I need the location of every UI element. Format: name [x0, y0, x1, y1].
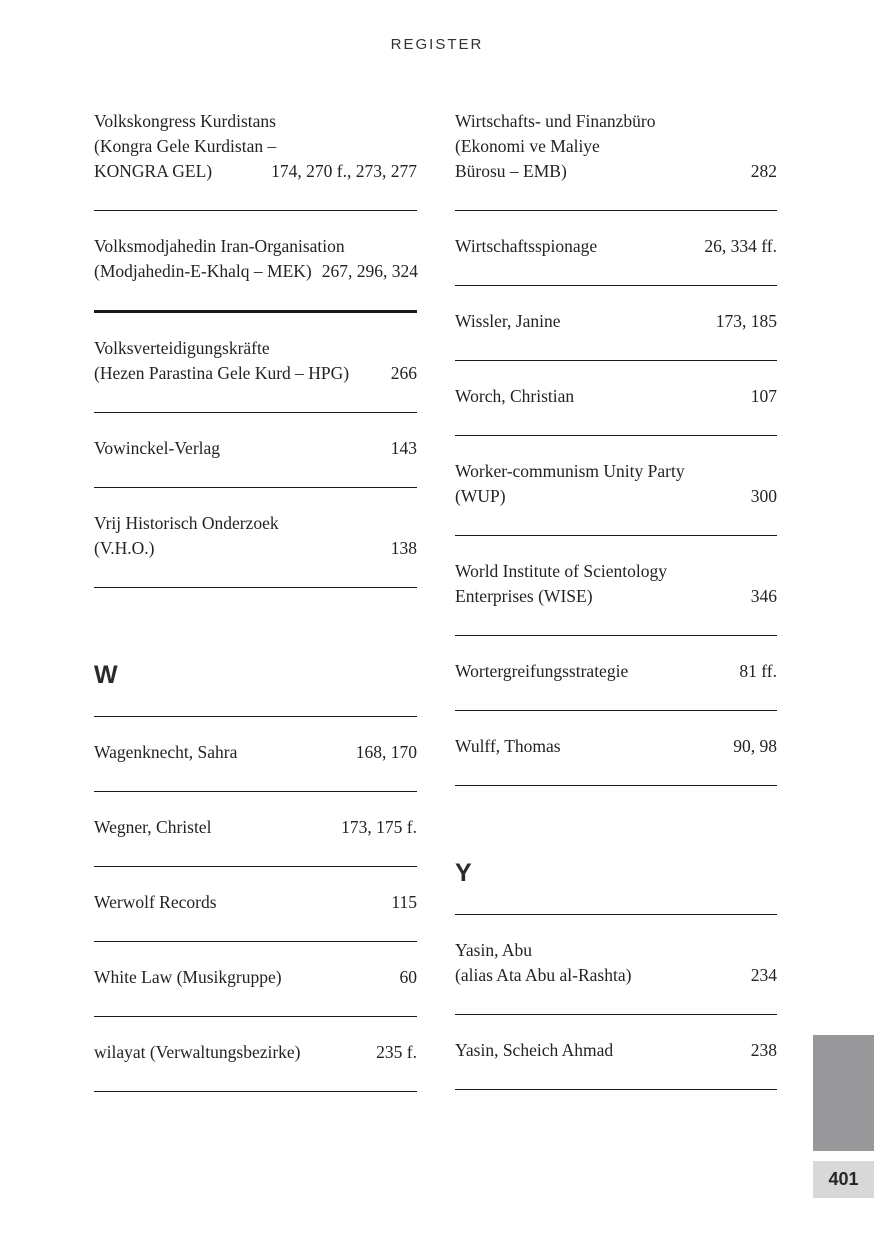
entry-pages: 235 f. — [376, 1042, 417, 1062]
entry-last-line — [455, 159, 777, 184]
index-entry — [94, 436, 417, 461]
entry-last-line — [455, 384, 777, 409]
entry-last-line — [94, 1040, 417, 1065]
entry-pages: 115 — [391, 892, 417, 912]
entry-term: Werwolf Records — [94, 892, 217, 912]
index-entry — [94, 740, 417, 765]
index-entry — [94, 1040, 417, 1065]
entry-term: White Law (Musikgruppe) — [94, 967, 282, 987]
entry-separator — [455, 785, 777, 786]
entry-pages: 60 — [399, 967, 417, 987]
entry-term: Vowinckel-Verlag — [94, 438, 221, 458]
entry-term: Wulff, Thomas — [455, 736, 561, 756]
thumb-index-tab — [813, 1035, 874, 1151]
entry-line: Worker-communism Unity Party — [455, 461, 685, 481]
entry-last-line — [94, 259, 417, 284]
entry-term: (Modjahedin-E-Khalq – MEK) — [94, 261, 312, 281]
entry-last-line — [455, 309, 777, 334]
entry-last-line — [94, 890, 417, 915]
index-entry — [94, 965, 417, 990]
entry-separator — [94, 866, 417, 867]
entry-separator — [94, 791, 417, 792]
index-entry — [94, 336, 417, 386]
entry-separator — [94, 412, 417, 413]
entry-separator — [94, 487, 417, 488]
entry-last-line — [94, 159, 417, 184]
entry-line: (Kongra Gele Kurdistan – — [94, 136, 277, 156]
entry-line: Volksverteidigungskräfte — [94, 338, 270, 358]
entry-term: (V.H.O.) — [94, 538, 155, 558]
entry-term: Yasin, Scheich Ahmad — [455, 1040, 614, 1060]
entry-pages: 267, 296, 324 — [321, 261, 418, 281]
entry-term: wilayat (Verwaltungsbezirke) — [94, 1042, 301, 1062]
entry-pages: 90, 98 — [733, 736, 777, 756]
entry-term: Bürosu – EMB) — [455, 161, 567, 181]
entry-term: Wirtschaftsspionage — [455, 236, 598, 256]
index-entry — [455, 734, 777, 759]
entry-last-line — [455, 234, 777, 259]
entry-last-line — [94, 965, 417, 990]
entry-last-line — [455, 1038, 777, 1063]
heading-separator — [455, 914, 777, 915]
index-entry — [455, 559, 777, 609]
entry-pages: 138 — [390, 538, 417, 558]
entry-separator — [94, 210, 417, 211]
index-entry — [94, 511, 417, 561]
page-title: REGISTER — [390, 36, 484, 53]
entry-pages: 300 — [750, 486, 777, 506]
index-column-right — [455, 109, 777, 1113]
entry-separator — [94, 310, 417, 313]
entry-separator — [455, 710, 777, 711]
heading-separator — [94, 716, 417, 717]
page-number: 401 — [828, 1169, 859, 1189]
entry-separator — [455, 210, 777, 211]
entry-pages: 168, 170 — [355, 742, 417, 762]
entry-line: (Ekonomi ve Maliye — [455, 136, 600, 156]
entry-last-line — [455, 659, 777, 684]
entry-separator — [94, 941, 417, 942]
index-entry — [94, 234, 417, 284]
index-entry — [455, 459, 777, 509]
section-heading: W — [94, 661, 118, 689]
entry-last-line — [94, 815, 417, 840]
index-entry — [455, 659, 777, 684]
entry-separator — [455, 535, 777, 536]
entry-pages: 26, 334 ff. — [704, 236, 777, 256]
index-entry — [455, 1038, 777, 1063]
entry-separator — [455, 1014, 777, 1015]
entry-term: Wissler, Janine — [455, 311, 561, 331]
index-entry — [455, 109, 777, 184]
entry-pages: 238 — [750, 1040, 777, 1060]
entry-term: Wegner, Christel — [94, 817, 212, 837]
entry-pages: 143 — [390, 438, 417, 458]
entry-pages: 234 — [750, 965, 777, 985]
page-number-box — [813, 1161, 874, 1198]
entry-last-line — [94, 740, 417, 765]
entry-line: Vrij Historisch Onderzoek — [94, 513, 279, 533]
entry-last-line — [455, 734, 777, 759]
entry-separator — [455, 285, 777, 286]
entry-line: Wirtschafts- und Finanzbüro — [455, 111, 656, 131]
entry-separator — [455, 360, 777, 361]
entry-term: (Hezen Parastina Gele Kurd – HPG) — [94, 363, 350, 383]
entry-pages: 282 — [750, 161, 777, 181]
entry-pages: 173, 185 — [715, 311, 777, 331]
entry-term: Wagenknecht, Sahra — [94, 742, 238, 762]
entry-line: Yasin, Abu — [455, 940, 532, 960]
entry-last-line — [94, 361, 417, 386]
entry-line: World Institute of Scientology — [455, 561, 667, 581]
entry-separator — [455, 1089, 777, 1090]
entry-separator — [94, 1016, 417, 1017]
entry-line: Volksmodjahedin Iran-Organisation — [94, 236, 345, 256]
entry-last-line — [455, 963, 777, 988]
entry-line: Volkskongress Kurdistans — [94, 111, 276, 131]
entry-pages: 107 — [750, 386, 777, 406]
index-entry — [94, 890, 417, 915]
index-entry — [94, 109, 417, 184]
entry-last-line — [94, 536, 417, 561]
entry-last-line — [455, 484, 777, 509]
index-entry — [455, 234, 777, 259]
entry-separator — [94, 1091, 417, 1092]
index-entry — [455, 938, 777, 988]
entry-pages: 173, 175 f. — [341, 817, 417, 837]
entry-pages: 81 ff. — [739, 661, 777, 681]
entry-term: KONGRA GEL) — [94, 161, 213, 181]
entry-pages: 174, 270 f., 273, 277 — [271, 161, 417, 181]
entry-pages: 266 — [390, 363, 417, 383]
entry-last-line — [455, 584, 777, 609]
entry-term: Worch, Christian — [455, 386, 575, 406]
entry-term: (alias Ata Abu al-Rashta) — [455, 965, 632, 985]
index-entry — [455, 384, 777, 409]
entry-separator — [455, 435, 777, 436]
entry-separator — [455, 635, 777, 636]
entry-separator — [94, 587, 417, 588]
index-entry — [94, 815, 417, 840]
entry-term: Enterprises (WISE) — [455, 586, 593, 606]
index-entry — [455, 309, 777, 334]
index-column-left — [94, 109, 417, 1115]
section-heading: Y — [455, 859, 472, 887]
entry-term: Wortergreifungsstrategie — [455, 661, 629, 681]
entry-pages: 346 — [750, 586, 777, 606]
entry-last-line — [94, 436, 417, 461]
entry-term: (WUP) — [455, 486, 506, 506]
